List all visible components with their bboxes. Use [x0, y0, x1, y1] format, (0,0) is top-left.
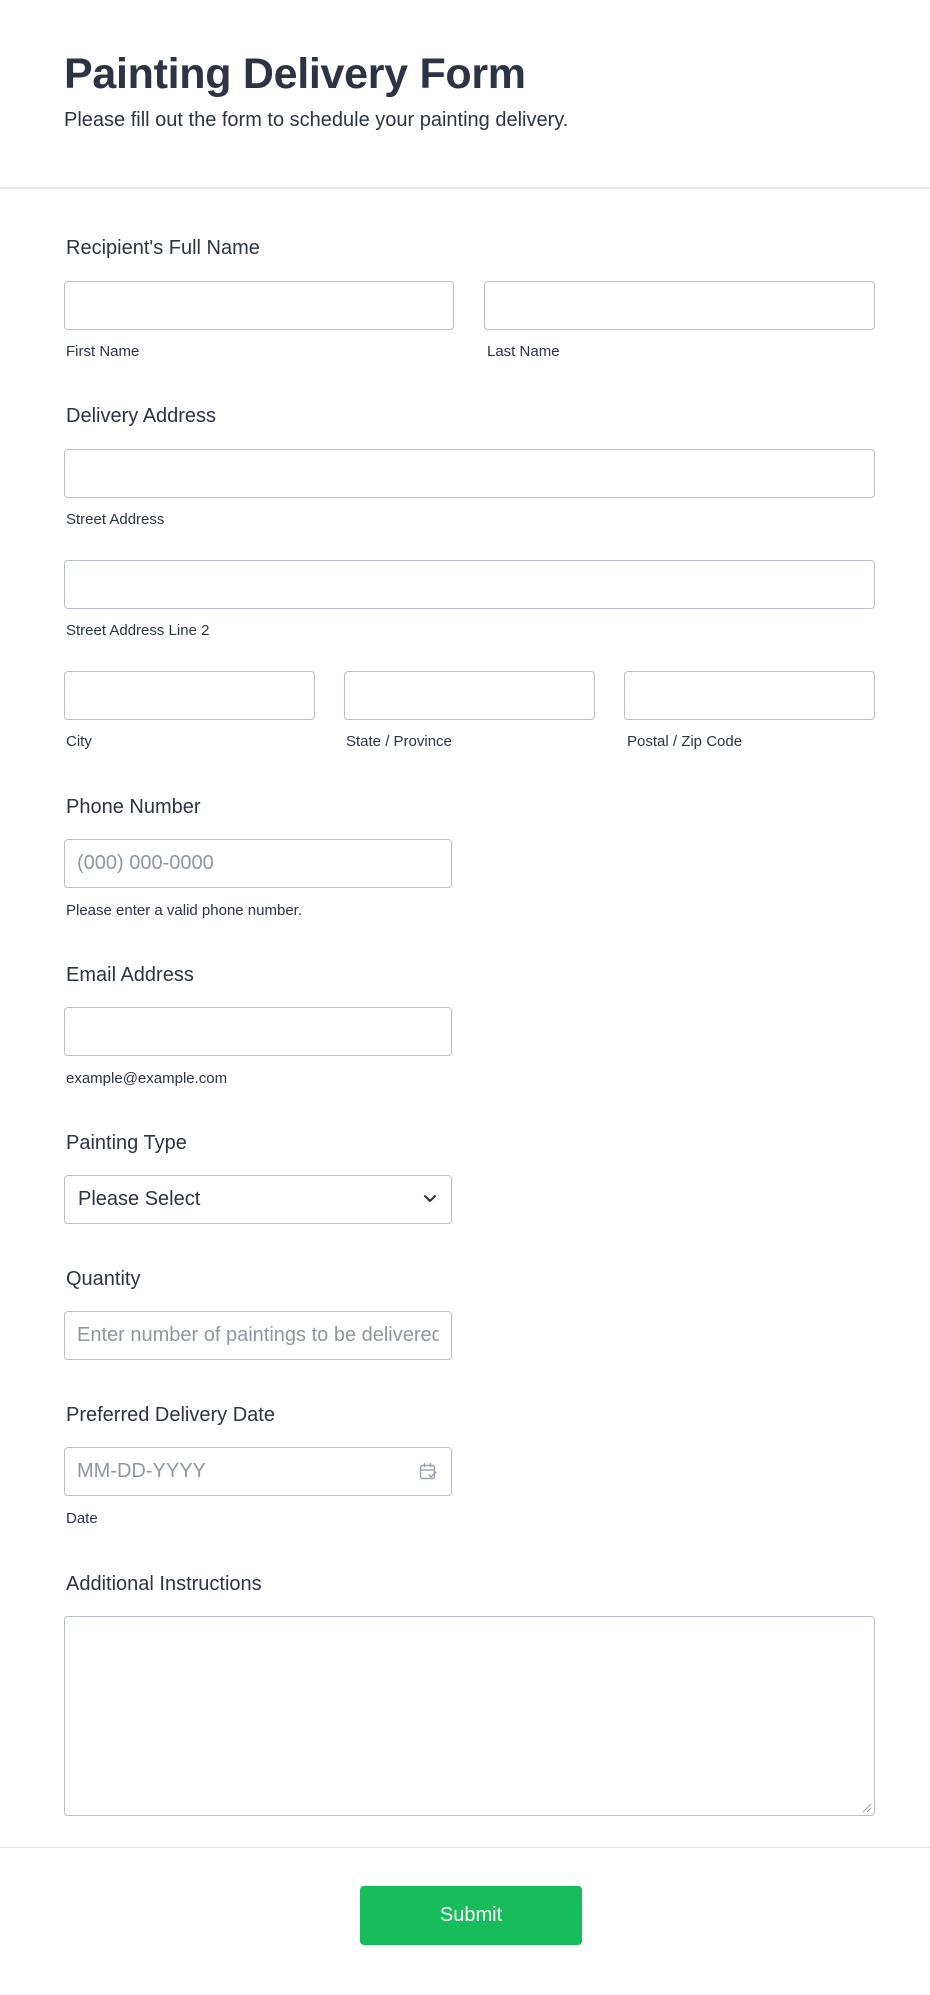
phone-number-input[interactable] [64, 839, 452, 888]
additional-instructions-wrapper [64, 1616, 875, 1816]
street-address-sublabel: Street Address [66, 511, 165, 528]
street-address-line2-input[interactable] [64, 560, 875, 609]
phone-number-label: Phone Number [66, 796, 201, 818]
email-address-input[interactable] [64, 1007, 452, 1056]
delivery-address-label: Delivery Address [66, 405, 217, 427]
painting-type-select[interactable] [64, 1175, 452, 1224]
last-name-sublabel: Last Name [487, 343, 560, 360]
additional-instructions-label: Additional Instructions [66, 1573, 262, 1595]
state-province-input[interactable] [344, 671, 595, 720]
chevron-down-icon [421, 1189, 439, 1207]
delivery-date-label: Preferred Delivery Date [66, 1404, 275, 1426]
calendar-icon[interactable] [418, 1462, 438, 1482]
email-address-sublabel: example@example.com [66, 1070, 228, 1087]
delivery-date-sublabel: Date [66, 1510, 98, 1527]
street-address-line2-sublabel: Street Address Line 2 [66, 622, 210, 639]
additional-instructions-textarea[interactable] [64, 1616, 875, 1816]
painting-type-label: Painting Type [66, 1132, 187, 1154]
footer-divider [0, 1847, 930, 1848]
recipient-name-label: Recipient's Full Name [66, 237, 260, 259]
email-address-label: Email Address [66, 964, 194, 986]
quantity-label: Quantity [66, 1268, 141, 1290]
painting-type-selected-value: Please Select [78, 1188, 201, 1210]
form-header [0, 0, 930, 189]
postal-code-sublabel: Postal / Zip Code [627, 733, 743, 750]
postal-code-input[interactable] [624, 671, 875, 720]
city-input[interactable] [64, 671, 315, 720]
page-title: Painting Delivery Form [64, 50, 526, 98]
quantity-input[interactable] [64, 1311, 452, 1360]
first-name-input[interactable] [64, 281, 454, 330]
state-province-sublabel: State / Province [346, 733, 452, 750]
page-subtitle: Please fill out the form to schedule your painting delivery. [64, 109, 569, 131]
last-name-input[interactable] [484, 281, 875, 330]
resize-grip-icon[interactable] [862, 1803, 872, 1813]
delivery-date-input[interactable] [64, 1447, 452, 1496]
city-sublabel: City [66, 733, 92, 750]
phone-number-sublabel: Please enter a valid phone number. [66, 902, 302, 919]
street-address-input[interactable] [64, 449, 875, 498]
first-name-sublabel: First Name [66, 343, 140, 360]
submit-button[interactable]: Submit [360, 1886, 582, 1945]
